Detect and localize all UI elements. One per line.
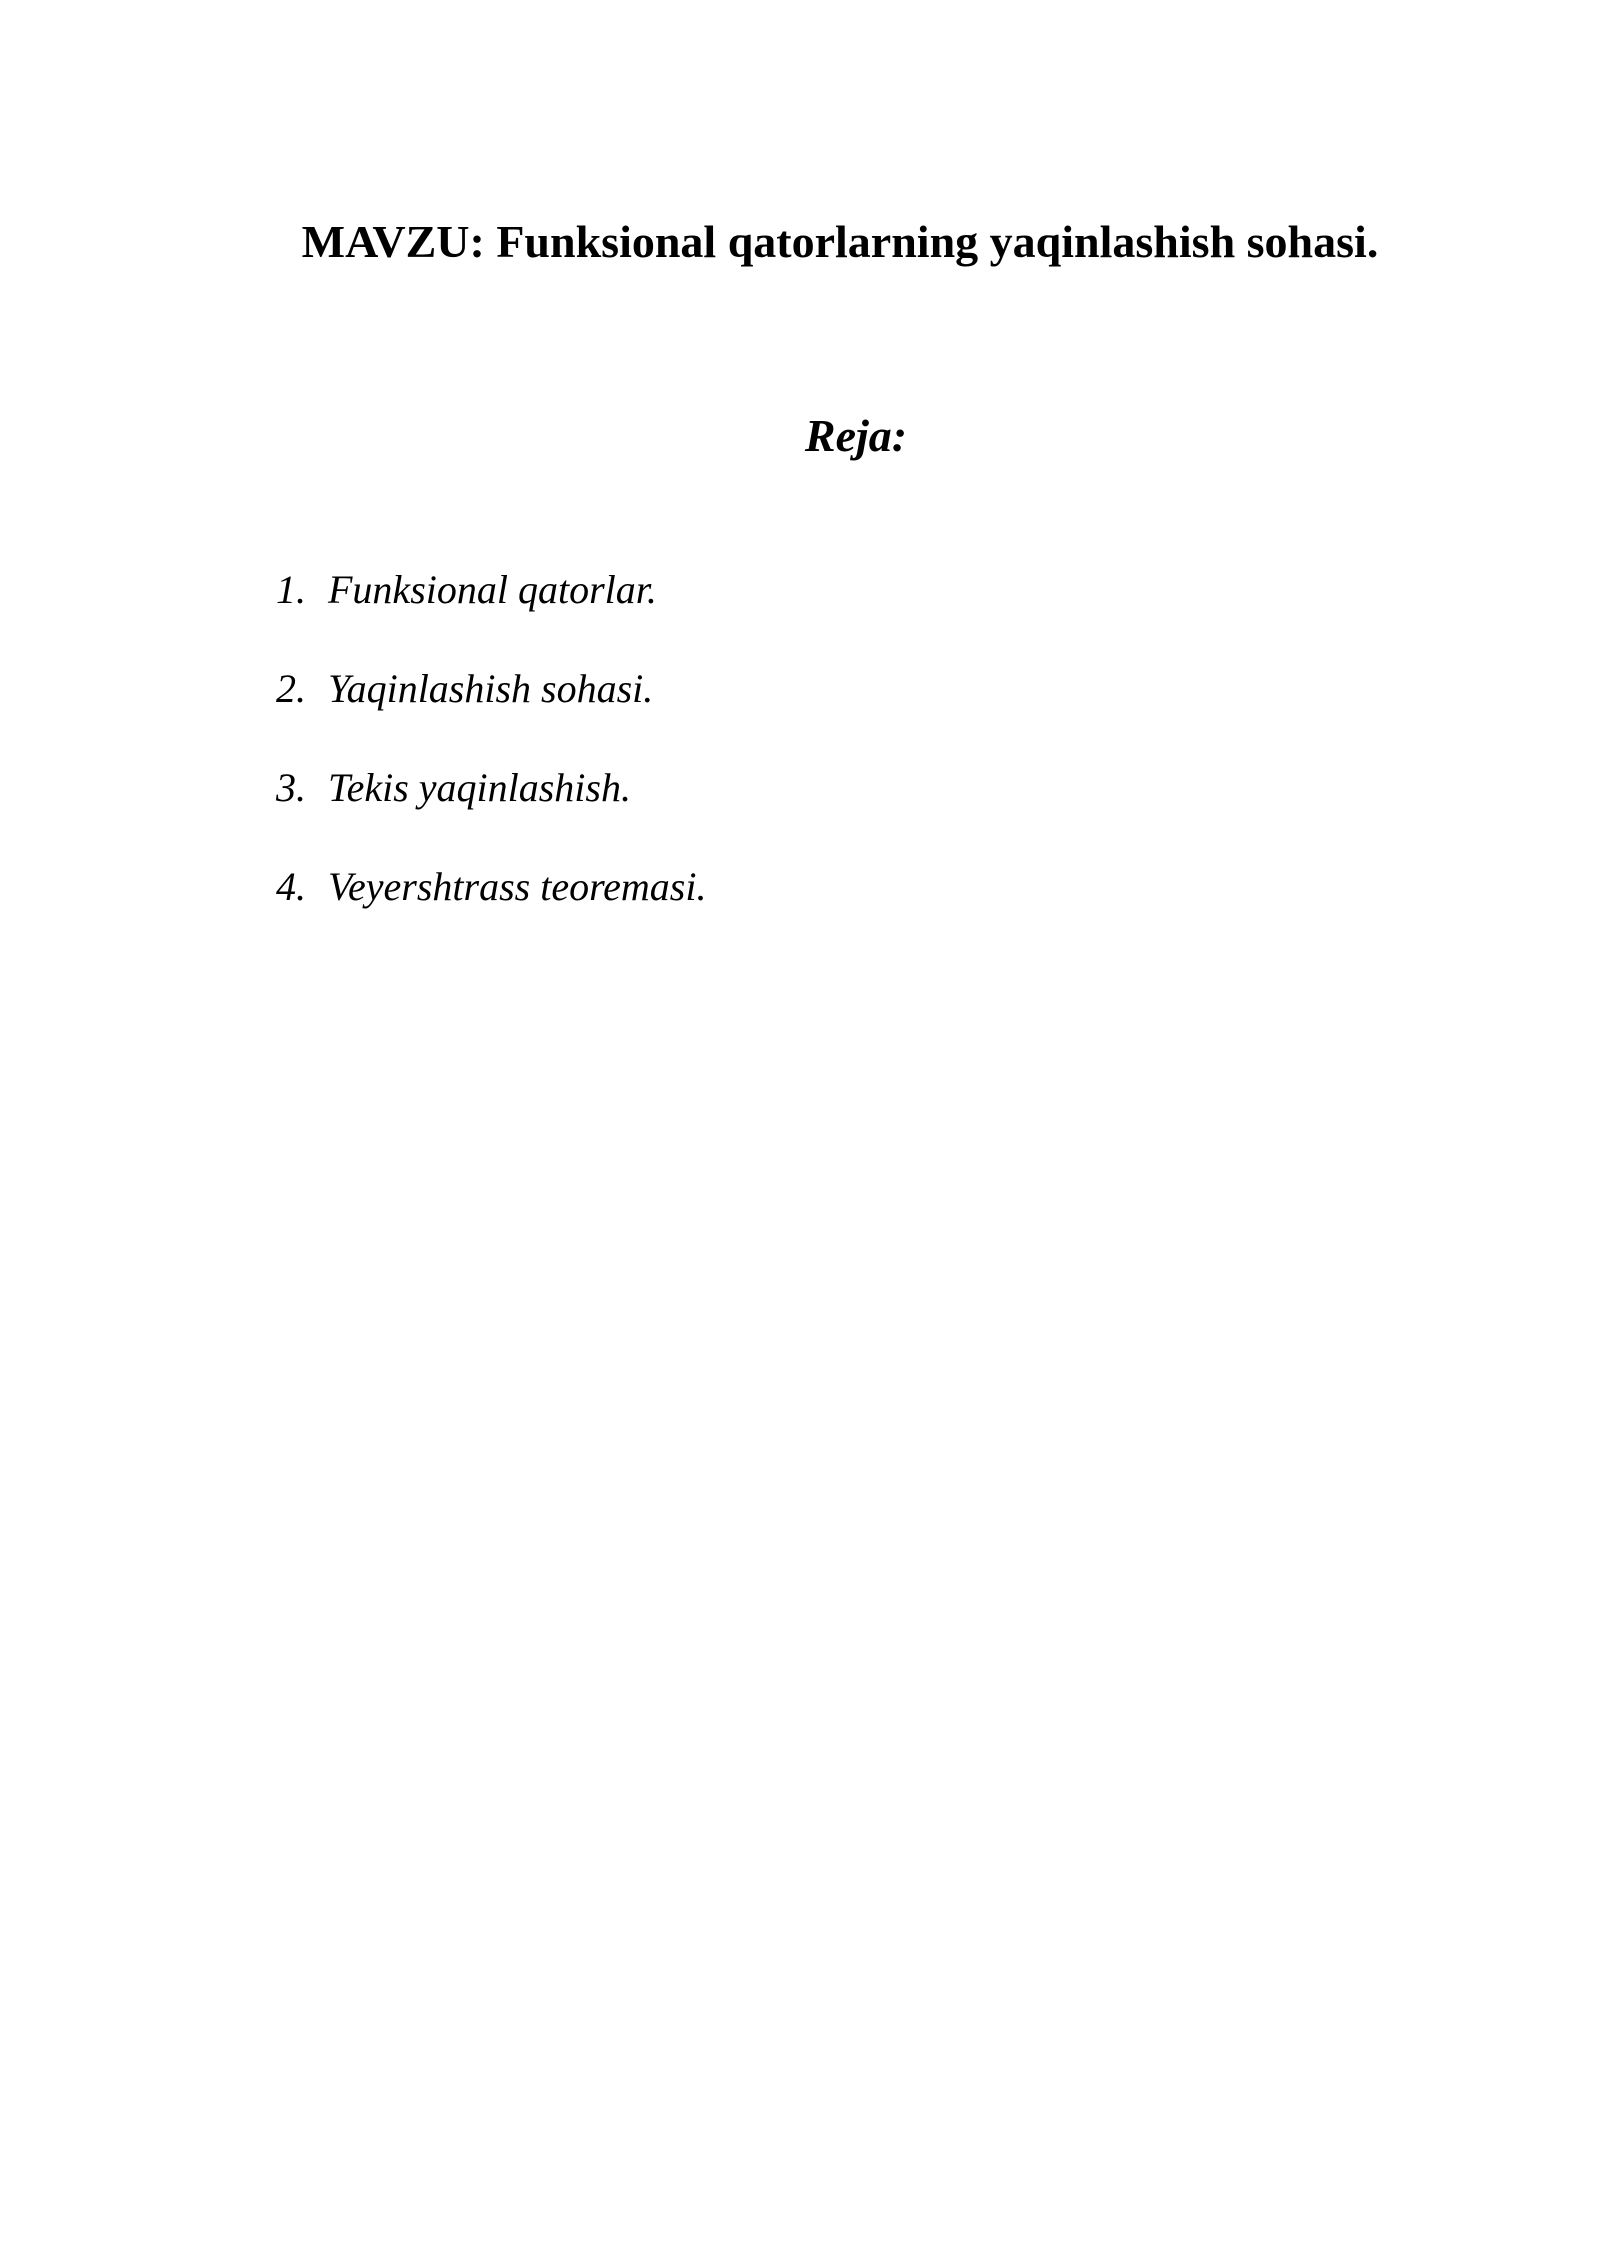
plan-item-number: 4. [276,864,306,909]
plan-item [276,659,706,758]
plan-item [276,560,706,659]
plan-item-text: Tekis yaqinlashish. [328,765,631,810]
plan-item-number: 1. [276,567,306,612]
page-title: MAVZU: Funksional qatorlarning yaqinlashish sohasi. [301,216,1379,267]
plan-item-text: Yaqinlashish sohasi. [328,666,654,711]
plan-item-text: Funksional qatorlar. [328,567,657,612]
plan-item-text: Veyershtrass teoremasi. [328,864,707,909]
plan-list [276,560,706,956]
plan-item [276,758,706,857]
plan-item-number: 2. [276,666,306,711]
plan-heading: Reja: [804,410,908,461]
plan-item-number: 3. [276,765,306,810]
plan-item [276,857,706,956]
